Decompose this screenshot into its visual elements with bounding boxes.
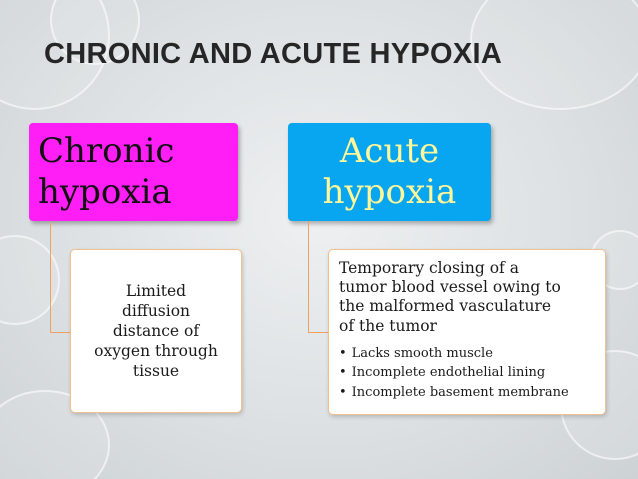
chronic-description-line: distance of — [112, 321, 200, 340]
chronic-description-card — [70, 249, 242, 413]
chronic-description-line: oxygen through — [94, 342, 218, 361]
acute-bullet-item: • Incomplete basement membrane — [339, 383, 597, 403]
acute-description-line: the malformed vasculature — [339, 297, 552, 316]
acute-description-line: of the tumor — [339, 316, 437, 335]
acute-bullet-item: • Incomplete endothelial lining — [339, 363, 597, 383]
acute-connector — [308, 221, 328, 333]
chronic-description-line: tissue — [132, 362, 180, 381]
chronic-description-line: diffusion — [121, 301, 191, 320]
chronic-heading-line1: Chronic — [38, 130, 175, 171]
acute-description — [339, 259, 597, 336]
acute-description-line: tumor blood vessel owing to — [339, 278, 561, 297]
acute-description-card — [328, 249, 606, 415]
slide-title: CHRONIC AND ACUTE HYPOXIA — [44, 38, 503, 70]
acute-description-line: Temporary closing of a — [339, 259, 519, 277]
acute-heading-line2: hypoxia — [322, 172, 457, 212]
acute-bullet-list — [339, 344, 597, 403]
chronic-hypoxia-heading — [29, 123, 238, 221]
chronic-connector — [50, 221, 70, 333]
acute-heading-line1: Acute — [339, 130, 440, 171]
chronic-heading-line2: hypoxia — [38, 172, 172, 212]
chronic-description-line: Limited — [125, 281, 187, 300]
acute-hypoxia-heading — [288, 123, 491, 221]
acute-bullet-item: • Lacks smooth muscle — [339, 344, 597, 364]
